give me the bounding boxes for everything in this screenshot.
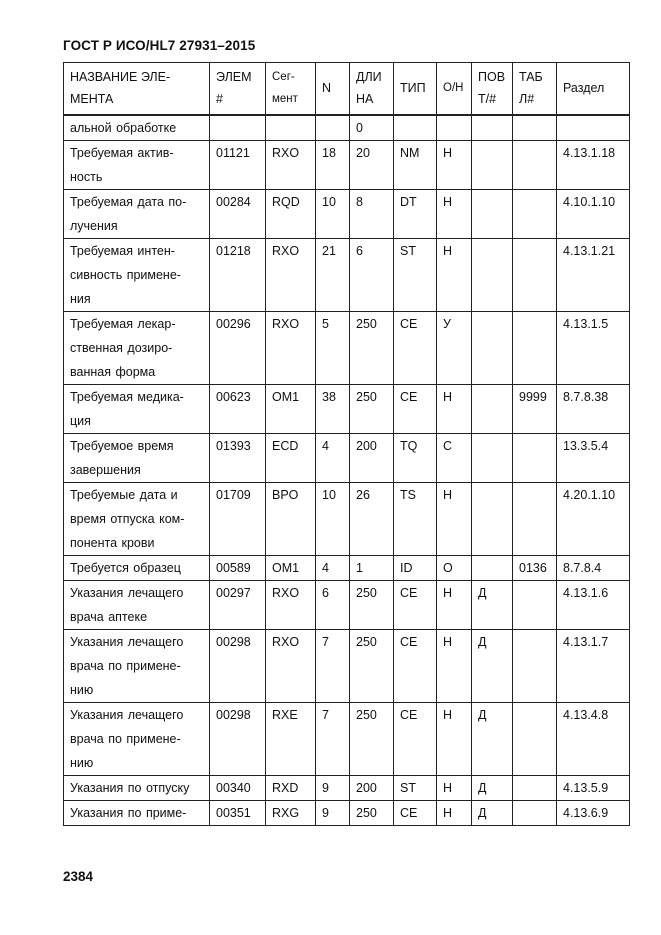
- section-cell: 8.7.8.4: [557, 555, 630, 580]
- table-row: [64, 629, 630, 702]
- element-name-line: Требуемые дата и: [70, 487, 178, 502]
- rep-cell: Д: [472, 775, 513, 800]
- data-elements-table: [63, 62, 630, 826]
- length-cell: 200: [350, 775, 394, 800]
- table-row: [64, 311, 630, 384]
- column-header-segment: [266, 63, 316, 115]
- table-cell: [513, 433, 557, 482]
- type-cell: CE: [394, 311, 437, 384]
- elem-cell: 01393: [210, 433, 266, 482]
- header-length-line-2: НА: [356, 92, 374, 107]
- segment-cell: RXO: [266, 629, 316, 702]
- element-name-line: Требуемая лекар-: [70, 316, 176, 331]
- opt-cell: Н: [437, 629, 472, 702]
- header-rep-line-1: ПОВ: [478, 70, 506, 85]
- column-header-opt: О/Н: [437, 63, 472, 115]
- element-name-line: Указания по отпуску: [70, 780, 190, 795]
- type-cell: TQ: [394, 433, 437, 482]
- header-elem-line-2: #: [216, 92, 223, 107]
- elem-cell: 00284: [210, 189, 266, 238]
- element-name-line: понента крови: [70, 535, 155, 550]
- element-name-cell: [64, 555, 210, 580]
- n-cell: 7: [316, 702, 350, 775]
- table-cell: [513, 482, 557, 555]
- section-cell: 13.3.5.4: [557, 433, 630, 482]
- table-cell: 0136: [513, 555, 557, 580]
- elem-cell: 00340: [210, 775, 266, 800]
- element-name-line: лучения: [70, 218, 118, 233]
- n-cell: 7: [316, 629, 350, 702]
- length-cell: 8: [350, 189, 394, 238]
- element-name-line: врача по примене-: [70, 658, 181, 673]
- element-name-line: Требуется образец: [70, 560, 181, 575]
- header-table-line-2: Л#: [519, 92, 535, 107]
- header-elem-line-1: ЭЛЕМ: [216, 70, 252, 85]
- section-cell: 4.13.1.18: [557, 140, 630, 189]
- opt-cell: [437, 115, 472, 141]
- table-row: [64, 580, 630, 629]
- rep-cell: [472, 140, 513, 189]
- table-cell: [513, 800, 557, 825]
- length-cell: 250: [350, 384, 394, 433]
- rep-cell: [472, 189, 513, 238]
- rep-cell: [472, 555, 513, 580]
- header-segment-line-2: мент: [272, 93, 298, 106]
- element-name-line: ция: [70, 413, 91, 428]
- type-cell: CE: [394, 800, 437, 825]
- element-name-line: Указания лечащего: [70, 585, 184, 600]
- column-header-length: [350, 63, 394, 115]
- type-cell: TS: [394, 482, 437, 555]
- table-header: [64, 63, 630, 115]
- length-cell: 250: [350, 311, 394, 384]
- segment-cell: RXO: [266, 140, 316, 189]
- segment-cell: RXO: [266, 580, 316, 629]
- elem-cell: 01709: [210, 482, 266, 555]
- element-name-cell: [64, 482, 210, 555]
- type-cell: NM: [394, 140, 437, 189]
- segment-cell: BPO: [266, 482, 316, 555]
- table-cell: [513, 115, 557, 141]
- header-row: [64, 63, 630, 115]
- table-row: [64, 140, 630, 189]
- type-cell: CE: [394, 384, 437, 433]
- table-row: [64, 384, 630, 433]
- table-row: [64, 482, 630, 555]
- length-cell: 26: [350, 482, 394, 555]
- column-header-n: N: [316, 63, 350, 115]
- opt-cell: Н: [437, 800, 472, 825]
- segment-cell: RXG: [266, 800, 316, 825]
- element-name-cell: [64, 115, 210, 141]
- n-cell: 9: [316, 775, 350, 800]
- elem-cell: [210, 115, 266, 141]
- n-cell: 5: [316, 311, 350, 384]
- segment-cell: RXD: [266, 775, 316, 800]
- table-row: [64, 115, 630, 141]
- length-cell: 250: [350, 800, 394, 825]
- elem-cell: 00589: [210, 555, 266, 580]
- element-name-line: время отпуска ком-: [70, 511, 185, 526]
- element-name-cell: [64, 384, 210, 433]
- length-cell: 20: [350, 140, 394, 189]
- element-name-line: Требуемая дата по-: [70, 194, 187, 209]
- length-cell: 1: [350, 555, 394, 580]
- section-cell: 4.13.6.9: [557, 800, 630, 825]
- element-name-line: ность: [70, 169, 103, 184]
- page-number: 2384: [63, 869, 94, 884]
- column-header-table: [513, 63, 557, 115]
- length-cell: 200: [350, 433, 394, 482]
- segment-cell: OM1: [266, 555, 316, 580]
- opt-cell: Н: [437, 384, 472, 433]
- section-cell: [557, 115, 630, 141]
- elem-cell: 00297: [210, 580, 266, 629]
- element-name-cell: [64, 311, 210, 384]
- section-cell: 4.13.1.7: [557, 629, 630, 702]
- n-cell: 18: [316, 140, 350, 189]
- opt-cell: О: [437, 555, 472, 580]
- segment-cell: OM1: [266, 384, 316, 433]
- header-name-line-1: НАЗВАНИЕ ЭЛЕ-: [70, 70, 171, 85]
- segment-cell: ECD: [266, 433, 316, 482]
- header-table-line-1: ТАБ: [519, 70, 543, 85]
- n-cell: 10: [316, 482, 350, 555]
- element-name-line: Указания по приме-: [70, 805, 187, 820]
- table-cell: [513, 140, 557, 189]
- type-cell: CE: [394, 629, 437, 702]
- elem-cell: 01121: [210, 140, 266, 189]
- element-name-line: врача по примене-: [70, 731, 181, 746]
- opt-cell: Н: [437, 775, 472, 800]
- type-cell: ST: [394, 238, 437, 311]
- elem-cell: 00623: [210, 384, 266, 433]
- table-row: [64, 189, 630, 238]
- header-length-line-1: ДЛИ: [356, 70, 382, 85]
- element-name-cell: [64, 800, 210, 825]
- n-cell: 21: [316, 238, 350, 311]
- table-row: [64, 433, 630, 482]
- rep-cell: [472, 238, 513, 311]
- table-cell: [513, 775, 557, 800]
- type-cell: DT: [394, 189, 437, 238]
- element-name-cell: [64, 238, 210, 311]
- table-body: [64, 115, 630, 826]
- segment-cell: RXO: [266, 311, 316, 384]
- opt-cell: С: [437, 433, 472, 482]
- column-header-elem: [210, 63, 266, 115]
- rep-cell: [472, 433, 513, 482]
- rep-cell: Д: [472, 702, 513, 775]
- element-name-line: врача аптеке: [70, 609, 148, 624]
- header-rep-line-2: Т/#: [478, 92, 497, 107]
- table-cell: [513, 580, 557, 629]
- opt-cell: Н: [437, 580, 472, 629]
- element-name-line: ственная дозиро-: [70, 340, 173, 355]
- table-row: [64, 238, 630, 311]
- n-cell: 4: [316, 555, 350, 580]
- length-cell: 250: [350, 580, 394, 629]
- element-name-line: ванная форма: [70, 364, 156, 379]
- length-cell: 250: [350, 629, 394, 702]
- opt-cell: Н: [437, 189, 472, 238]
- element-name-line: ния: [70, 291, 91, 306]
- element-name-cell: [64, 433, 210, 482]
- element-name-line: альной обработке: [70, 120, 177, 135]
- element-name-cell: [64, 140, 210, 189]
- length-cell: 250: [350, 702, 394, 775]
- table-cell: 9999: [513, 384, 557, 433]
- section-cell: 4.13.4.8: [557, 702, 630, 775]
- segment-cell: RXE: [266, 702, 316, 775]
- elem-cell: 00351: [210, 800, 266, 825]
- section-cell: 4.10.1.10: [557, 189, 630, 238]
- header-segment-line-1: Сег-: [272, 71, 295, 84]
- element-name-cell: [64, 702, 210, 775]
- section-cell: 4.13.1.5: [557, 311, 630, 384]
- segment-cell: RXO: [266, 238, 316, 311]
- element-name-line: Требуемое время: [70, 438, 174, 453]
- segment-cell: [266, 115, 316, 141]
- rep-cell: [472, 384, 513, 433]
- opt-cell: Н: [437, 140, 472, 189]
- rep-cell: Д: [472, 800, 513, 825]
- element-name-line: Требуемая актив-: [70, 145, 174, 160]
- section-cell: 8.7.8.38: [557, 384, 630, 433]
- elem-cell: 00296: [210, 311, 266, 384]
- section-cell: 4.13.1.21: [557, 238, 630, 311]
- element-name-line: Указания лечащего: [70, 634, 184, 649]
- column-header-rep: [472, 63, 513, 115]
- elem-cell: 00298: [210, 629, 266, 702]
- elem-cell: 00298: [210, 702, 266, 775]
- element-name-line: нию: [70, 755, 94, 770]
- segment-cell: RQD: [266, 189, 316, 238]
- document-header: ГОСТ Р ИСО/HL7 27931–2015: [63, 38, 256, 53]
- section-cell: 4.13.5.9: [557, 775, 630, 800]
- element-name-cell: [64, 629, 210, 702]
- rep-cell: Д: [472, 629, 513, 702]
- rep-cell: [472, 115, 513, 141]
- element-name-cell: [64, 775, 210, 800]
- column-header-section: Раздел: [557, 63, 630, 115]
- element-name-line: завершения: [70, 462, 141, 477]
- column-header-name: [64, 63, 210, 115]
- table-row: [64, 800, 630, 825]
- element-name-line: Указания лечащего: [70, 707, 184, 722]
- elem-cell: 01218: [210, 238, 266, 311]
- n-cell: [316, 115, 350, 141]
- table-cell: [513, 311, 557, 384]
- element-name-line: Требуемая медика-: [70, 389, 184, 404]
- rep-cell: [472, 482, 513, 555]
- rep-cell: [472, 311, 513, 384]
- element-name-line: сивность примене-: [70, 267, 181, 282]
- element-name-line: нию: [70, 682, 94, 697]
- opt-cell: Н: [437, 702, 472, 775]
- type-cell: [394, 115, 437, 141]
- table-cell: [513, 189, 557, 238]
- column-header-type: ТИП: [394, 63, 437, 115]
- type-cell: ID: [394, 555, 437, 580]
- table-row: [64, 702, 630, 775]
- element-name-cell: [64, 189, 210, 238]
- opt-cell: Н: [437, 238, 472, 311]
- length-cell: 0: [350, 115, 394, 141]
- element-name-cell: [64, 580, 210, 629]
- n-cell: 9: [316, 800, 350, 825]
- section-cell: 4.13.1.6: [557, 580, 630, 629]
- length-cell: 6: [350, 238, 394, 311]
- table-row: [64, 555, 630, 580]
- type-cell: CE: [394, 580, 437, 629]
- table-row: [64, 775, 630, 800]
- section-cell: 4.20.1.10: [557, 482, 630, 555]
- opt-cell: Н: [437, 482, 472, 555]
- n-cell: 38: [316, 384, 350, 433]
- opt-cell: У: [437, 311, 472, 384]
- rep-cell: Д: [472, 580, 513, 629]
- table-cell: [513, 702, 557, 775]
- n-cell: 6: [316, 580, 350, 629]
- table-cell: [513, 629, 557, 702]
- n-cell: 10: [316, 189, 350, 238]
- header-name-line-2: МЕНТА: [70, 92, 114, 107]
- type-cell: ST: [394, 775, 437, 800]
- n-cell: 4: [316, 433, 350, 482]
- type-cell: CE: [394, 702, 437, 775]
- element-name-line: Требуемая интен-: [70, 243, 175, 258]
- table-cell: [513, 238, 557, 311]
